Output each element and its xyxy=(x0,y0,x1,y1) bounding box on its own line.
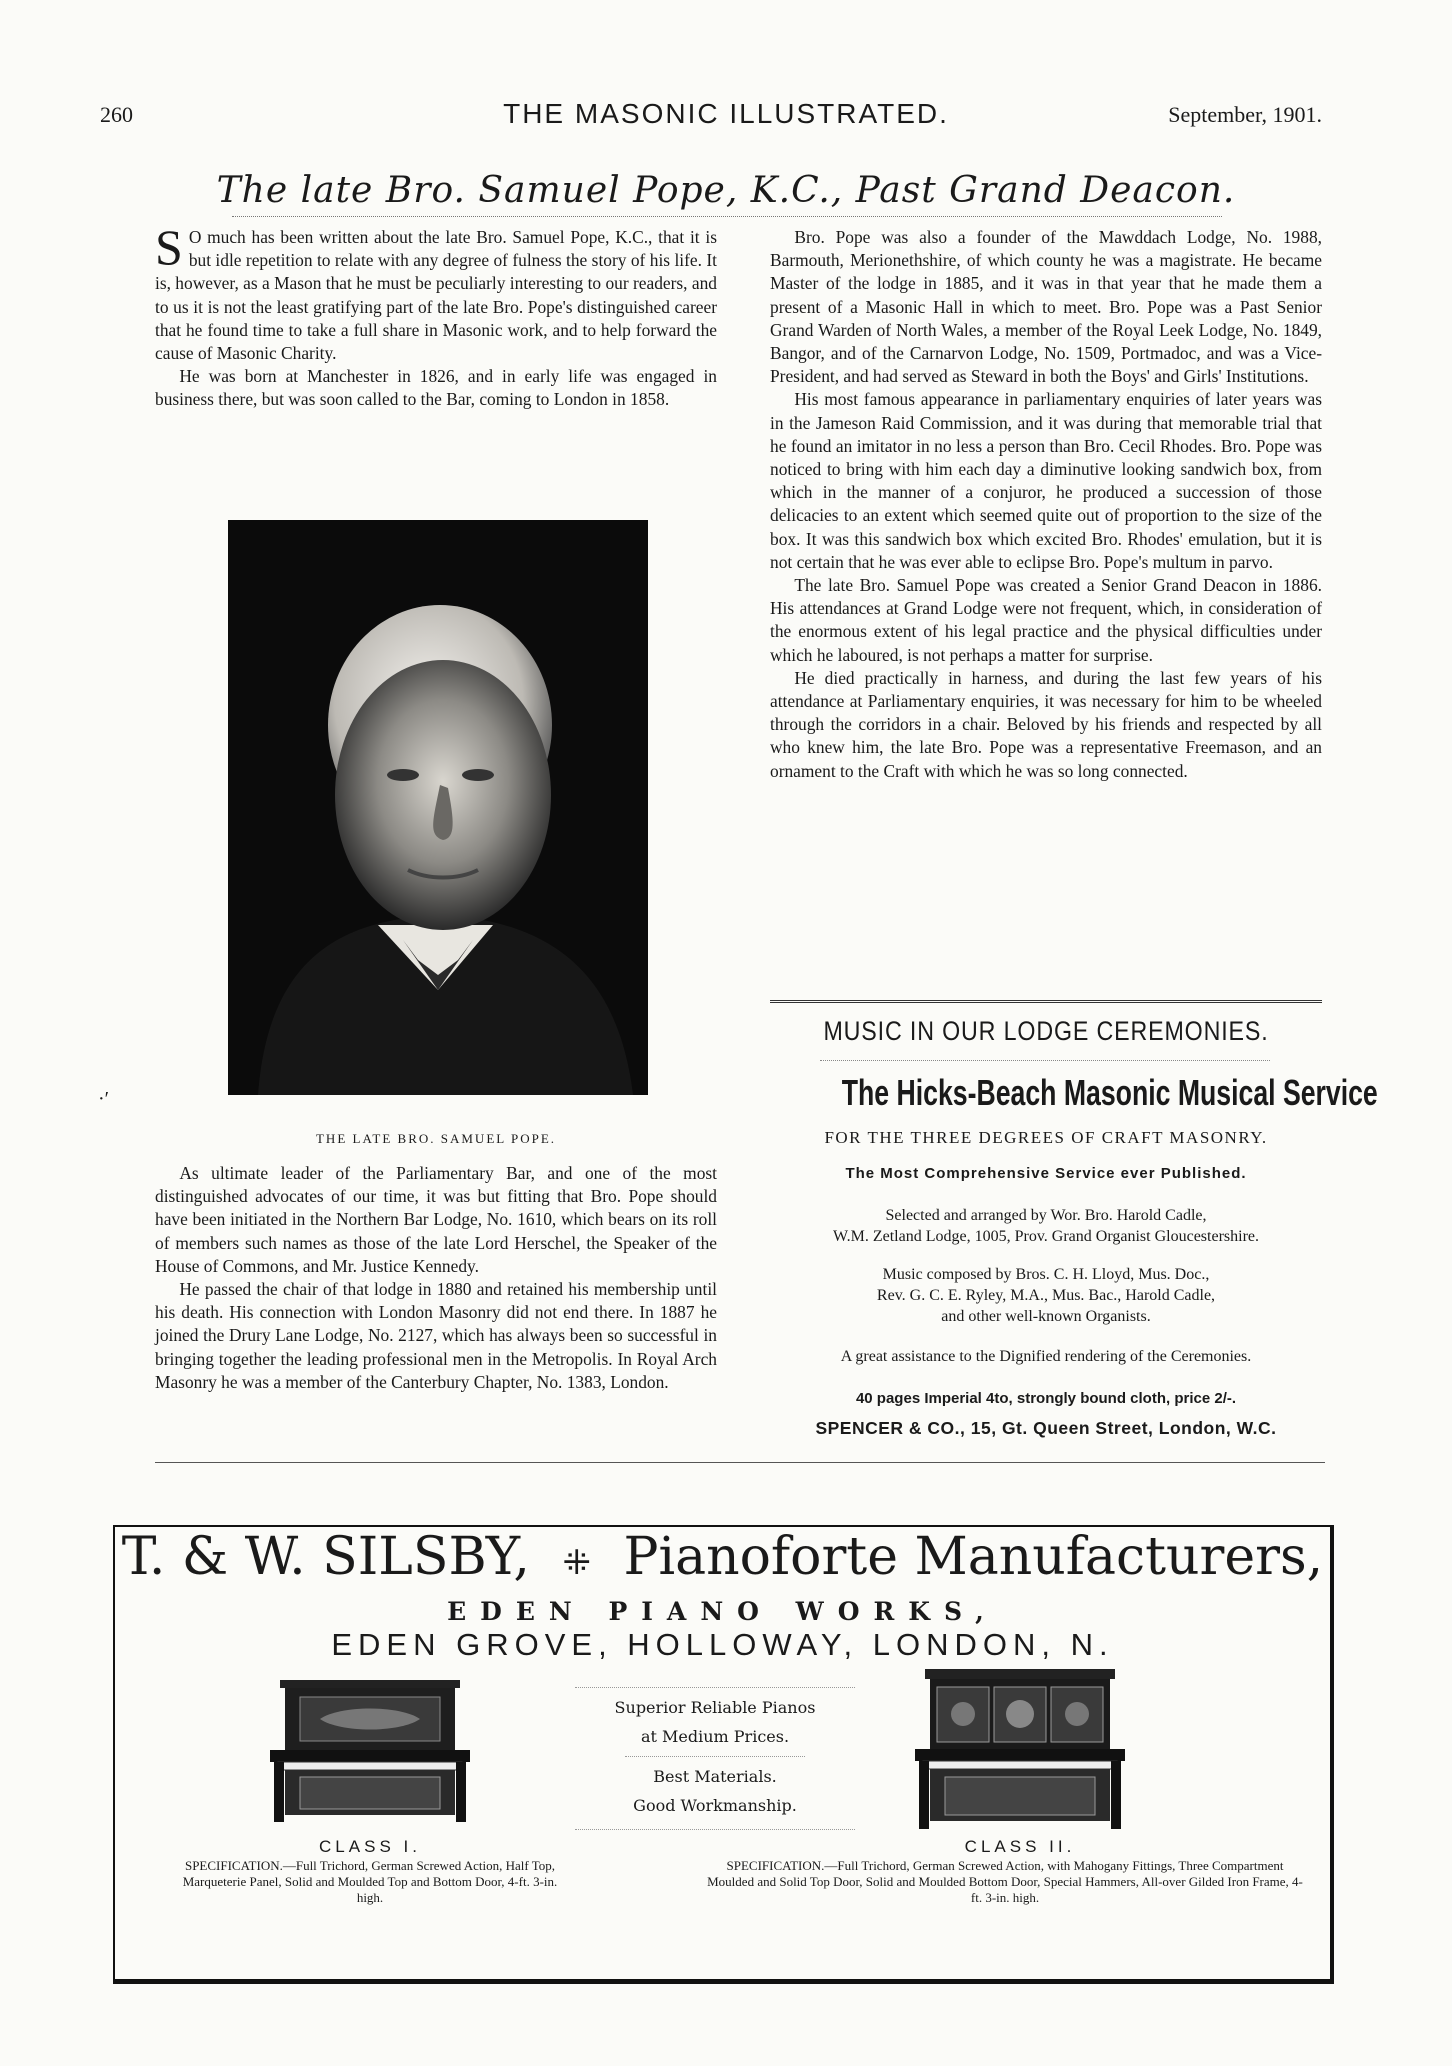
silsby-blurb: Superior Reliable Pianos at Medium Prices. Best Materials. Good Workmanship. xyxy=(565,1687,865,1830)
service-tagline: The Most Comprehensive Service ever Published. xyxy=(845,1165,1247,1182)
composed-by: Music composed by Bros. C. H. Lloyd, Mus. Doc., Rev. G. C. E. Ryley, M.A., Mus. Bac., Harold Cadle, and other well-known Organists. xyxy=(876,1266,1216,1325)
class-1-label: CLASS I. xyxy=(319,1837,421,1856)
paragraph: Bro. Pope was also a founder of the Mawddach Lodge, No. 1988, Barmouth, Merionethshire, of which county he was a magistrate. He became Master of the lodge in 1885, and it was in that year that he made them a present of a Masonic Hall in which to meet. Bro. Pope was a Past Senior Grand Warden of North Wales, a member of the Royal Leek Lodge, No. 1849, Bangor, and of the Carnarvon Lodge, No. 1509, Portmadoc, and was a Vice-President, and had served as Steward in both the Boys' and Girls' Institutions. xyxy=(770,227,1322,387)
article-title: The late Bro. Samuel Pope, K.C., Past Grand Deacon. xyxy=(216,170,1236,211)
service-title-wrap xyxy=(770,1072,1378,1114)
page-number: 260 xyxy=(100,102,133,127)
portrait-illustration xyxy=(228,520,648,1095)
paragraph: His most famous appearance in parliamentary enquiries of later years was in the Jameson Raid Commission, and it was during that memorable trial that he found an imitator in no less a person than Bro. Cecil Rhodes. Bro. Pope was noticed to bring with him each day a diminutive looking sandwich box, from which in the manner of a conjuror, he produced a succession of those delicacies to an extent which seemed quite out of proportion to the size of the box. It was this sandwich box which excited Bro. Rhodes' emulation, but it is not certain that he was ever able to eclipse Bro. Pope's multum in parvo. xyxy=(770,389,1322,572)
music-ad-heading: MUSIC IN OUR LODGE CEREMONIES. xyxy=(823,1016,1269,1046)
right-column xyxy=(770,226,1322,783)
publication-title: THE MASONIC ILLUSTRATED. xyxy=(503,98,949,129)
left-column-upper xyxy=(155,219,717,412)
silsby-heading xyxy=(115,1527,1330,1587)
piano-class-1-illustration xyxy=(260,1675,480,1825)
paragraph: He died practically in harness, and during the last few years of his attendance at Parliamentary enquiries, it was necessary for him to be wheeled through the corridors in a chair. Beloved by his friends and respected by all who knew him, the late Bro. Pope was a representative Freemason, and an ornament to the Craft with which he was so long connected. xyxy=(770,667,1322,781)
publisher-line: SPENCER & CO., 15, Gt. Queen Street, London, W.C. xyxy=(815,1418,1277,1438)
paragraph: He passed the chair of that lodge in 1880 and retained his membership until his death. His connection with London Masonry did not end there. In 1887 he joined the Drury Lane Lodge, No. 2127, which has always been so successful in bringing together the leading professional men in the Metropolis. In Royal Arch Masonry he was a member of the Canterbury Chapter, No. 1383, London. xyxy=(155,1279,717,1392)
blurb-rule xyxy=(575,1687,855,1688)
silsby-name: T. & W. SILSBY, xyxy=(121,1527,530,1587)
ad-top-rule xyxy=(770,1000,1322,1003)
paragraph: As ultimate leader of the Parliamentary Bar, and one of the most distinguished advocates of our time, it was but fitting that Bro. Pope should have been initiated in the Northern Bar Lodge, No. 1610, which bears on its roll of members such names as those of the late Lord Herschel, the Speaker of the House of Commons, and Mr. Justice Kennedy. xyxy=(155,1163,717,1276)
blurb-rule xyxy=(625,1756,805,1757)
silsby-trade: Pianoforte Manufacturers, xyxy=(623,1527,1324,1587)
left-column-lower xyxy=(155,1162,717,1394)
music-ad-dots xyxy=(820,1060,1270,1061)
class-1-spec: SPECIFICATION.—Full Trichord, German Screwed Action, Half Top, Marqueterie Panel, Solid and Moulded Top and Bottom Door, 4-ft. 3-in. high. xyxy=(182,1858,558,1905)
class-2-spec: SPECIFICATION.—Full Trichord, German Screwed Action, with Mahogany Fittings, Three Compartment Moulded and Solid Top Door, Solid and Moulded Bottom Door, Special Hammers, All-over Gilded Iron Frame, 4-ft. 3-in. high. xyxy=(707,1858,1303,1905)
title-rule xyxy=(232,216,1222,217)
paragraph: S O much has been written about the late Bro. Samuel Pope, K.C., that it is but idle repetition to relate with any degree of fulness the story of his life. It is, however, as a Mason that he must be peculiarly interesting to our readers, and to us it is not the least gratifying part of the late Bro. Pope's distinguished career that he found time to take a full share in Masonic work, and to help forward the cause of Masonic Charity. xyxy=(155,219,717,364)
ornament-icon: ⁜ xyxy=(562,1543,591,1583)
paragraph: He was born at Manchester in 1826, and in early life was engaged in business there, but was soon called to the Bar, coming to London in 1858. xyxy=(155,366,717,410)
music-ad-heading-wrap xyxy=(770,1016,1322,1047)
service-title: The Hicks-Beach Masonic Musical Service xyxy=(841,1072,1378,1113)
margin-mark: ·′ xyxy=(98,1088,110,1110)
works-address: EDEN GROVE, HOLLOWAY, LONDON, N. xyxy=(331,1627,1114,1662)
silsby-advertisement xyxy=(113,1525,1334,1984)
blurb-rule xyxy=(575,1829,855,1830)
class-2-label: CLASS II. xyxy=(964,1837,1076,1856)
photo-caption: THE LATE BRO. SAMUEL POPE. xyxy=(315,1131,557,1146)
arranged-by: Selected and arranged by Wor. Bro. Harold Cadle, W.M. Zetland Lodge, 1005, Prov. Grand Organist Gloucestershire. xyxy=(833,1207,1259,1245)
drop-cap: S xyxy=(155,219,183,275)
service-subtitle: FOR THE THREE DEGREES OF CRAFT MASONRY. xyxy=(824,1128,1268,1147)
section-rule xyxy=(155,1462,1325,1463)
works-name: EDEN PIANO WORKS, xyxy=(447,1597,998,1626)
price-line: 40 pages Imperial 4to, strongly bound cloth, price 2/-. xyxy=(855,1390,1237,1407)
issue-date: September, 1901. xyxy=(1168,102,1322,127)
paragraph: The late Bro. Samuel Pope was created a Senior Grand Deacon in 1886. His attendances at Grand Lodge were not frequent, which, in consideration of the enormous extent of his legal practice and the physical difficulties under which he laboured, is not perhaps a matter for surprise. xyxy=(770,575,1322,665)
portrait-photo xyxy=(228,520,648,1095)
assistance-line: A great assistance to the Dignified rendering of the Ceremonies. xyxy=(840,1348,1252,1365)
piano-class-2-illustration xyxy=(905,1667,1135,1832)
